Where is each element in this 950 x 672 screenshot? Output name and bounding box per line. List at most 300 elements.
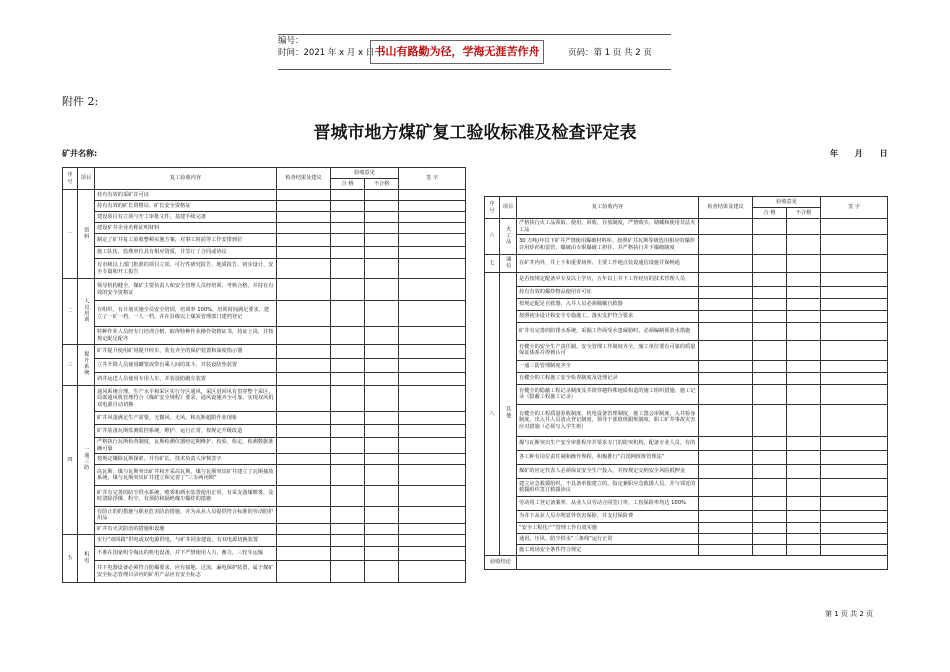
table-row bbox=[63, 438, 466, 454]
result-cell[interactable] bbox=[699, 450, 753, 464]
pass-cell[interactable] bbox=[331, 386, 365, 412]
group-item bbox=[78, 345, 95, 386]
requirement-text: 各工种有岗位责任制和操作规程，积极推行“白国网班班管理法” bbox=[517, 450, 699, 464]
sign-cell[interactable] bbox=[821, 496, 888, 510]
fail-cell[interactable] bbox=[787, 533, 821, 544]
fail-cell[interactable] bbox=[787, 436, 821, 450]
opinion-header: 验收意见 bbox=[331, 168, 399, 179]
pass-header: 合 格 bbox=[753, 208, 787, 219]
item-header: 项目 bbox=[500, 197, 517, 219]
fail-cell[interactable] bbox=[787, 522, 821, 533]
requirement-text: 有防止的的措施与职业危害防治措施，并为从业人员提供符合标准的劳动防护用品 bbox=[95, 507, 277, 524]
pass-cell[interactable] bbox=[753, 272, 787, 286]
pass-cell[interactable] bbox=[753, 464, 787, 478]
sign-cell[interactable] bbox=[399, 547, 466, 561]
pass-cell[interactable] bbox=[753, 298, 787, 310]
result-cell[interactable] bbox=[699, 322, 753, 340]
result-cell[interactable] bbox=[277, 190, 331, 201]
pass-cell[interactable] bbox=[331, 345, 365, 359]
pass-cell[interactable] bbox=[753, 384, 787, 404]
page-title: 晋城市地方煤矿复工验收标准及检查评定表 bbox=[313, 123, 637, 143]
table-row bbox=[63, 359, 466, 373]
requirement-text: 有健全的工程质量验收制度、机电设备管理制度，施工图会审制度，入井检身制度，出入井人员清点登记制度，领导干部值班跟班制度，职工矿井事故灾害应对措施（必须写入学生班） bbox=[517, 404, 699, 436]
result-cell[interactable] bbox=[699, 533, 753, 544]
requirement-text: 矿井有完善的防排水系统，采掘工作面受水患威胁时，必须编制预放水措施 bbox=[517, 322, 699, 340]
opinion-header: 验收意见 bbox=[753, 197, 821, 208]
table-row bbox=[63, 412, 466, 425]
result-cell[interactable] bbox=[277, 425, 331, 438]
sign-cell[interactable] bbox=[399, 327, 466, 345]
result-cell[interactable] bbox=[277, 547, 331, 561]
requirement-text: 持有有效的矿长资格证、矿长安全资格证 bbox=[95, 201, 277, 212]
sign-cell[interactable] bbox=[399, 438, 466, 454]
pass-cell[interactable] bbox=[753, 533, 787, 544]
fail-cell[interactable] bbox=[365, 561, 399, 583]
table-row bbox=[485, 404, 888, 436]
attachment-label: 附件 2: bbox=[62, 95, 99, 108]
pass-cell[interactable] bbox=[753, 510, 787, 522]
page-header bbox=[278, 34, 671, 70]
sign-cell[interactable] bbox=[821, 322, 888, 340]
result-cell[interactable] bbox=[699, 478, 753, 496]
result-header: 检查结果及建议 bbox=[277, 168, 331, 190]
result-cell[interactable] bbox=[699, 272, 753, 286]
group-seq: 六 bbox=[485, 219, 500, 255]
fail-cell[interactable] bbox=[787, 496, 821, 510]
result-cell[interactable] bbox=[699, 219, 753, 235]
table-row bbox=[63, 223, 466, 234]
requirement-text: 有健全的安全生产责任制，安全管理工作制度齐全，施工单位要有可靠的质量保证体系并得到认可 bbox=[517, 340, 699, 360]
pass-cell[interactable] bbox=[753, 310, 787, 322]
group-seq: 八 bbox=[485, 272, 500, 555]
sign-cell[interactable] bbox=[821, 522, 888, 533]
table-row bbox=[63, 373, 466, 386]
requirement-text: 煤与瓦斯突出生产安全审批程序并要求专门的防突机构，配备专业人员，有的 bbox=[517, 436, 699, 450]
fail-cell[interactable] bbox=[365, 279, 399, 301]
pass-cell[interactable] bbox=[331, 454, 365, 465]
sign-cell[interactable] bbox=[399, 345, 466, 359]
table-row bbox=[63, 507, 466, 524]
sign-cell[interactable] bbox=[821, 478, 888, 496]
right-checklist-table bbox=[484, 196, 888, 570]
result-cell[interactable] bbox=[277, 561, 331, 583]
sign-cell[interactable] bbox=[821, 272, 888, 286]
requirement-text: 有组织、有计划实施全员安全培训，培训率 100%，培训时间满足要求，建立了一矿一档、一人一档，并在县级以上煤炭管理部门建档登记 bbox=[95, 301, 277, 327]
sign-cell[interactable] bbox=[399, 454, 466, 465]
fail-cell[interactable] bbox=[365, 223, 399, 234]
result-cell[interactable] bbox=[277, 524, 331, 535]
sign-cell[interactable] bbox=[399, 412, 466, 425]
pass-cell[interactable] bbox=[331, 535, 365, 547]
table-row bbox=[63, 234, 466, 247]
table-row bbox=[485, 533, 888, 544]
result-cell[interactable] bbox=[699, 340, 753, 360]
sign-cell[interactable] bbox=[399, 201, 466, 212]
group-item-label: 其他 bbox=[505, 406, 512, 419]
sign-cell[interactable] bbox=[399, 561, 466, 583]
group-item bbox=[78, 190, 95, 279]
fail-cell[interactable] bbox=[365, 247, 399, 259]
fail-cell[interactable] bbox=[365, 412, 399, 425]
table-row bbox=[485, 522, 888, 533]
fail-cell[interactable] bbox=[787, 310, 821, 322]
sign-cell[interactable] bbox=[399, 373, 466, 386]
sign-cell[interactable] bbox=[821, 219, 888, 235]
requirement-text: 按规定镶除瓦斯探索，并有矿长、技术负责人审核签字 bbox=[95, 454, 277, 465]
sign-cell[interactable] bbox=[399, 359, 466, 373]
fail-cell[interactable] bbox=[365, 425, 399, 438]
table-row bbox=[63, 279, 466, 301]
table-row bbox=[63, 465, 466, 486]
table-row bbox=[485, 360, 888, 372]
fail-cell[interactable] bbox=[787, 404, 821, 436]
sign-cell[interactable] bbox=[821, 310, 888, 322]
requirement-text: 为井下从业人员办理意外伤害保险，并支付保险费 bbox=[517, 510, 699, 522]
conclusion-label: 验收结论 bbox=[485, 555, 517, 569]
result-cell[interactable] bbox=[277, 486, 331, 507]
pass-cell[interactable] bbox=[753, 436, 787, 450]
fail-header: 不合格 bbox=[365, 179, 399, 190]
result-cell[interactable] bbox=[277, 465, 331, 486]
table-row bbox=[485, 450, 888, 464]
requirement-text: 煤矿的应定代表人必须保证安全生产投入，并按规定交纳安全风险抵押金 bbox=[517, 464, 699, 478]
sign-cell[interactable] bbox=[821, 286, 888, 298]
sign-cell[interactable] bbox=[399, 486, 466, 507]
result-cell[interactable] bbox=[699, 496, 753, 510]
fail-cell[interactable] bbox=[787, 384, 821, 404]
fail-cell[interactable] bbox=[787, 464, 821, 478]
group-seq: 七 bbox=[485, 255, 500, 273]
fail-cell[interactable] bbox=[787, 510, 821, 522]
fail-cell[interactable] bbox=[365, 507, 399, 524]
pass-cell[interactable] bbox=[331, 190, 365, 201]
table-row bbox=[485, 510, 888, 522]
table-row bbox=[485, 255, 888, 273]
sign-header: 签 字 bbox=[821, 197, 888, 219]
sign-cell[interactable] bbox=[399, 223, 466, 234]
pass-cell[interactable] bbox=[331, 524, 365, 535]
requirement-text: 施工队伍，监理单位具有相应资质，并签订了合同或协议 bbox=[95, 247, 277, 259]
pass-cell[interactable] bbox=[331, 259, 365, 279]
table-row bbox=[485, 322, 888, 340]
sign-cell[interactable] bbox=[399, 425, 466, 438]
requirement-text: 在矿井内外，井上下和重要场所、主要工作地点装设通信设施并保畅通 bbox=[517, 255, 699, 273]
pass-cell[interactable] bbox=[331, 561, 365, 583]
result-cell[interactable] bbox=[699, 255, 753, 273]
header-page-number: 页码：第 1 页 共 2 页 bbox=[568, 48, 652, 58]
table-row bbox=[485, 235, 888, 255]
requirement-text: 有健全的工程施工安全检查制度及处理记录 bbox=[517, 372, 699, 384]
fail-cell[interactable] bbox=[365, 359, 399, 373]
result-cell[interactable] bbox=[277, 412, 331, 425]
group-seq: 二 bbox=[63, 279, 78, 345]
table-row bbox=[63, 425, 466, 438]
requirement-text: 矿井有火灾防治的措施和设施 bbox=[95, 524, 277, 535]
pass-cell[interactable] bbox=[331, 247, 365, 259]
fail-cell[interactable] bbox=[365, 190, 399, 201]
pass-cell[interactable] bbox=[331, 212, 365, 223]
sign-cell[interactable] bbox=[821, 340, 888, 360]
requirement-text: 建立应急救援组织，不具备单独建立的，指定兼职应急救援人员，并与邻近的救援组织签订救援协议 bbox=[517, 478, 699, 496]
result-cell[interactable] bbox=[277, 234, 331, 247]
pass-cell[interactable] bbox=[331, 438, 365, 454]
group-item-label: 通信 bbox=[505, 256, 512, 269]
result-cell[interactable] bbox=[699, 286, 753, 298]
time-label: 时间：2021 年 x 月 x 日 bbox=[278, 48, 375, 58]
fail-cell[interactable] bbox=[365, 465, 399, 486]
pass-cell[interactable] bbox=[753, 544, 787, 555]
sign-cell[interactable] bbox=[821, 298, 888, 310]
pass-cell[interactable] bbox=[753, 219, 787, 235]
result-cell[interactable] bbox=[277, 279, 331, 301]
pass-cell[interactable] bbox=[331, 373, 365, 386]
fail-cell[interactable] bbox=[365, 373, 399, 386]
pass-cell[interactable] bbox=[753, 496, 787, 510]
pass-cell[interactable] bbox=[753, 360, 787, 372]
sign-cell[interactable] bbox=[821, 450, 888, 464]
slogan-box: 书山有路勤为径，学海无涯苦作舟 bbox=[370, 40, 544, 64]
pass-cell[interactable] bbox=[331, 359, 365, 373]
pass-cell[interactable] bbox=[331, 486, 365, 507]
result-cell[interactable] bbox=[699, 510, 753, 522]
result-cell[interactable] bbox=[699, 360, 753, 372]
fail-cell[interactable] bbox=[787, 322, 821, 340]
result-cell[interactable] bbox=[277, 301, 331, 327]
fail-cell[interactable] bbox=[365, 301, 399, 327]
table-row bbox=[63, 190, 466, 201]
fail-cell[interactable] bbox=[365, 327, 399, 345]
requirement-text: 30 万吨/年以下矿井严禁使用爆破材料库，按照矿井瓦斯等级选用相应的爆炸许用炸药和雷管，爆破由专职爆破工担任，并严格执行并下爆破制度 bbox=[517, 235, 699, 255]
pass-cell[interactable] bbox=[331, 223, 365, 234]
fail-header: 不合格 bbox=[787, 208, 821, 219]
result-cell[interactable] bbox=[699, 384, 753, 404]
result-cell[interactable] bbox=[277, 259, 331, 279]
conclusion-cell bbox=[517, 555, 888, 569]
pass-cell[interactable] bbox=[331, 547, 365, 561]
requirement-text: 矿井提升使用矿用提升绞车，装有齐全的保护装置和深度指示器 bbox=[95, 345, 277, 359]
pass-cell[interactable] bbox=[753, 450, 787, 464]
requirement-text: 是否按规定配备中专及以上学历，五年以上井下工作经历的技术管理人员 bbox=[517, 272, 699, 286]
fail-cell[interactable] bbox=[365, 524, 399, 535]
pass-cell[interactable] bbox=[753, 340, 787, 360]
fail-cell[interactable] bbox=[787, 298, 821, 310]
requirement-text: 特种作业人员经专门培训合格，取得特种作业操作资格证书，持证上岗，并按规定配足配齐 bbox=[95, 327, 277, 345]
fail-cell[interactable] bbox=[365, 212, 399, 223]
fail-cell[interactable] bbox=[787, 219, 821, 235]
group-item bbox=[500, 255, 517, 273]
sign-cell[interactable] bbox=[821, 404, 888, 436]
result-cell[interactable] bbox=[277, 454, 331, 465]
seq-header: 序号 bbox=[63, 168, 78, 190]
pass-cell[interactable] bbox=[331, 507, 365, 524]
result-cell[interactable] bbox=[277, 327, 331, 345]
table-row bbox=[63, 327, 466, 345]
fail-cell[interactable] bbox=[365, 345, 399, 359]
fail-cell[interactable] bbox=[787, 360, 821, 372]
requirement-text: 一通三防管理制度齐全 bbox=[517, 360, 699, 372]
result-cell[interactable] bbox=[277, 359, 331, 373]
fail-cell[interactable] bbox=[365, 386, 399, 412]
sign-cell[interactable] bbox=[399, 190, 466, 201]
table-row bbox=[63, 301, 466, 327]
pass-cell[interactable] bbox=[753, 235, 787, 255]
pass-cell[interactable] bbox=[331, 465, 365, 486]
fail-cell[interactable] bbox=[787, 235, 821, 255]
sign-cell[interactable] bbox=[399, 247, 466, 259]
fail-cell[interactable] bbox=[787, 272, 821, 286]
sign-cell[interactable] bbox=[399, 507, 466, 524]
group-item bbox=[500, 219, 517, 255]
result-cell[interactable] bbox=[699, 436, 753, 450]
requirement-text: 有健全的隐蔽工程记录制度及井筒穿越特殊地质构造的施工组织措施、施工记录（隐蔽工程施工记录） bbox=[517, 384, 699, 404]
requirement-text: 持有有效的爆炸物品使用许可证 bbox=[517, 286, 699, 298]
requirement-text: 施工现场安全条件符合规定 bbox=[517, 544, 699, 555]
fail-cell[interactable] bbox=[787, 478, 821, 496]
fail-cell[interactable] bbox=[787, 340, 821, 360]
fail-cell[interactable] bbox=[365, 535, 399, 547]
requirement-text: 建设项目有立项与开工审批文件，基建手续完备 bbox=[95, 212, 277, 223]
requirement-text: 严格执行火工品领取、使用、回收、存放制度，严禁购买、储藏和使用非法火工品 bbox=[517, 219, 699, 235]
header-meta bbox=[278, 35, 374, 59]
sign-cell[interactable] bbox=[399, 535, 466, 547]
result-cell[interactable] bbox=[277, 438, 331, 454]
content-header: 复工验收内容 bbox=[517, 197, 699, 219]
result-cell[interactable] bbox=[277, 223, 331, 234]
requirement-text: 严格执行瓦斯检查制度，瓦斯检测仪器经定期维护、校验，检定，检测数据准确可靠 bbox=[95, 438, 277, 454]
result-cell[interactable] bbox=[699, 298, 753, 310]
table-row bbox=[63, 524, 466, 535]
sign-cell[interactable] bbox=[821, 384, 888, 404]
table-row bbox=[485, 340, 888, 360]
fail-cell[interactable] bbox=[787, 286, 821, 298]
fail-cell[interactable] bbox=[787, 372, 821, 384]
right-table-body bbox=[485, 219, 888, 556]
sign-cell[interactable] bbox=[399, 234, 466, 247]
result-cell[interactable] bbox=[699, 522, 753, 533]
date-label: 年 月 日 bbox=[830, 149, 888, 158]
sign-cell[interactable] bbox=[821, 436, 888, 450]
pass-cell[interactable] bbox=[331, 201, 365, 212]
result-cell[interactable] bbox=[699, 404, 753, 436]
sign-header: 签 字 bbox=[399, 168, 466, 190]
sign-cell[interactable] bbox=[399, 212, 466, 223]
sign-cell[interactable] bbox=[821, 544, 888, 555]
sign-cell[interactable] bbox=[821, 464, 888, 478]
result-cell[interactable] bbox=[277, 535, 331, 547]
table-row bbox=[63, 345, 466, 359]
fail-cell[interactable] bbox=[365, 259, 399, 279]
fail-cell[interactable] bbox=[365, 438, 399, 454]
pass-header: 合 格 bbox=[331, 179, 365, 190]
result-cell[interactable] bbox=[277, 247, 331, 259]
table-row bbox=[485, 436, 888, 450]
sign-cell[interactable] bbox=[821, 255, 888, 273]
sign-cell[interactable] bbox=[399, 524, 466, 535]
pass-cell[interactable] bbox=[331, 412, 365, 425]
fail-cell[interactable] bbox=[365, 486, 399, 507]
table-row bbox=[63, 259, 466, 279]
pass-cell[interactable] bbox=[331, 234, 365, 247]
sign-cell[interactable] bbox=[821, 372, 888, 384]
result-header: 检查结果及建议 bbox=[699, 197, 753, 219]
sign-cell[interactable] bbox=[821, 533, 888, 544]
sign-cell[interactable] bbox=[821, 360, 888, 372]
result-cell[interactable] bbox=[277, 386, 331, 412]
sign-cell[interactable] bbox=[399, 259, 466, 279]
fail-cell[interactable] bbox=[365, 547, 399, 561]
table-row bbox=[63, 486, 466, 507]
result-cell[interactable] bbox=[277, 373, 331, 386]
group-item-label: 提升系统 bbox=[83, 351, 90, 377]
table-row bbox=[485, 286, 888, 298]
seq-header: 序号 bbox=[485, 197, 500, 219]
pass-cell[interactable] bbox=[753, 372, 787, 384]
pass-cell[interactable] bbox=[753, 404, 787, 436]
pass-cell[interactable] bbox=[753, 522, 787, 533]
pass-cell[interactable] bbox=[753, 286, 787, 298]
requirement-text: 制定了矿井复工验收整顿实施方案，对事工时前等工作安排到位 bbox=[95, 234, 277, 247]
fail-cell[interactable] bbox=[787, 544, 821, 555]
requirement-text: 通讯、压风、防尘供水“三条线”运行正常 bbox=[517, 533, 699, 544]
fail-cell[interactable] bbox=[787, 255, 821, 273]
pass-cell[interactable] bbox=[753, 322, 787, 340]
requirement-text: 高瓦斯、煤与瓦斯突出矿井和开采高瓦斯、煤与瓦斯突出矿井建立了瓦斯抽放系统，煤与瓦斯突出矿井建立和完善了“三专两闭锁” bbox=[95, 465, 277, 486]
group-seq: 五 bbox=[63, 535, 78, 583]
requirement-text: 不准在国家明令淘汰的机电设备，并下严禁使用人力、畜力，三轮车运输 bbox=[95, 547, 277, 561]
result-cell[interactable] bbox=[277, 201, 331, 212]
sign-cell[interactable] bbox=[821, 510, 888, 522]
pass-cell[interactable] bbox=[331, 327, 365, 345]
pass-cell[interactable] bbox=[331, 425, 365, 438]
result-cell[interactable] bbox=[699, 310, 753, 322]
group-seq: 一 bbox=[63, 190, 78, 279]
table-row bbox=[63, 212, 466, 223]
fail-cell[interactable] bbox=[787, 450, 821, 464]
requirement-text: 实行“双回路”供电或双电源供电，与矿井同步建设，有双电源切换装置 bbox=[95, 535, 277, 547]
result-cell[interactable] bbox=[277, 212, 331, 223]
sign-cell[interactable] bbox=[399, 301, 466, 327]
table-row bbox=[485, 464, 888, 478]
pass-cell[interactable] bbox=[753, 478, 787, 496]
result-cell[interactable] bbox=[699, 235, 753, 255]
requirement-text: 矿井有完善的防尘供水系统，喷雾和洒水装置使用正常，有采支落煤喷雾，及时清除浮煤、粉尘，有预防和隔绝煤尘爆炸的措施 bbox=[95, 486, 277, 507]
group-item bbox=[78, 535, 95, 583]
table-row bbox=[63, 247, 466, 259]
sign-cell[interactable] bbox=[399, 386, 466, 412]
requirement-text: 通风系统合理，生产水平和采区实行分区通风，采区进回风有贯穿整个采区，局部通风机管理符合《煤矿安全规程》要求，通风设施齐全可靠，实现双风机双电源自动切换 bbox=[95, 386, 277, 412]
pass-cell[interactable] bbox=[753, 255, 787, 273]
sign-cell[interactable] bbox=[399, 279, 466, 301]
result-cell[interactable] bbox=[277, 507, 331, 524]
requirement-text: 领导机构健全，煤矿主要负责人和安全管理人员经培训、考核合格，并持有有效的安全资格证 bbox=[95, 279, 277, 301]
pass-cell[interactable] bbox=[331, 279, 365, 301]
header-bottom-rule bbox=[278, 69, 671, 70]
fail-cell[interactable] bbox=[365, 201, 399, 212]
result-cell[interactable] bbox=[699, 544, 753, 555]
group-item bbox=[78, 279, 95, 345]
left-table-body bbox=[63, 190, 466, 583]
result-cell[interactable] bbox=[277, 345, 331, 359]
fail-cell[interactable] bbox=[365, 454, 399, 465]
sign-cell[interactable] bbox=[399, 465, 466, 486]
table-row bbox=[63, 535, 466, 547]
pass-cell[interactable] bbox=[331, 301, 365, 327]
result-cell[interactable] bbox=[699, 372, 753, 384]
fail-cell[interactable] bbox=[365, 234, 399, 247]
sign-cell[interactable] bbox=[821, 235, 888, 255]
result-cell[interactable] bbox=[699, 464, 753, 478]
table-row bbox=[485, 219, 888, 235]
